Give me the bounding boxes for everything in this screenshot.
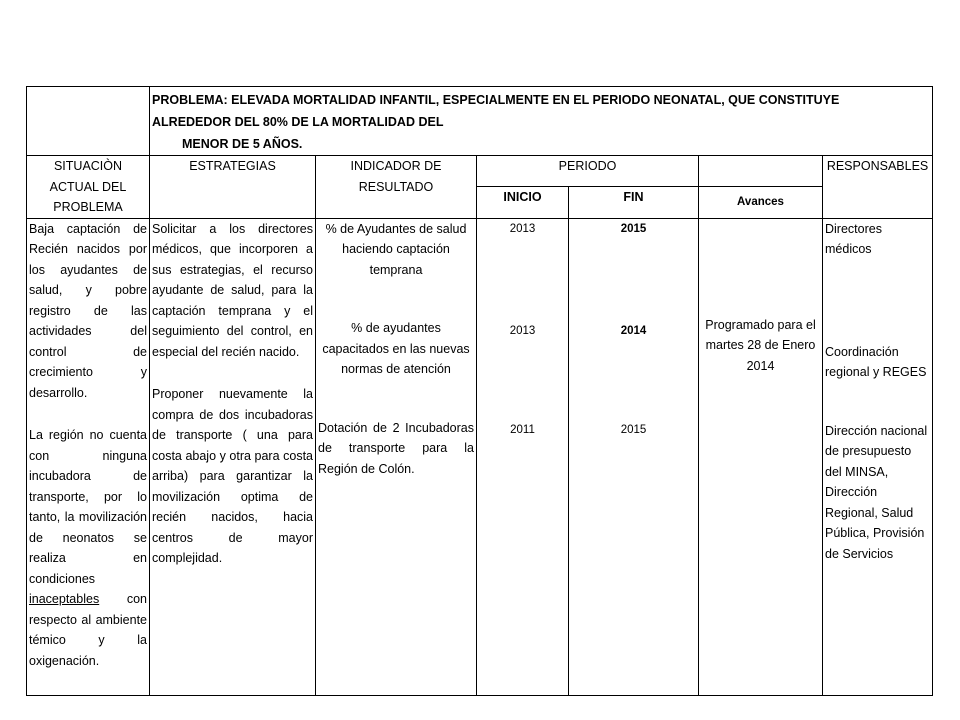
empty-corner-cell xyxy=(27,87,150,156)
header-fin: FIN xyxy=(569,187,699,218)
body-row xyxy=(27,218,933,695)
indicador-cell xyxy=(316,218,477,695)
fin-3: 2015 xyxy=(620,423,647,436)
header-avances: Avances xyxy=(699,187,823,218)
fin-cell xyxy=(569,218,699,695)
situacion-2-underlined: inaceptables xyxy=(29,592,100,606)
strategy-table xyxy=(26,86,933,696)
problem-line-2: ALREDEDOR DEL 80% DE LA MORTALIDAD DEL xyxy=(152,115,444,129)
avances-text: Programado para el martes 28 de Enero 2014 xyxy=(705,317,816,373)
situacion-2 xyxy=(29,425,147,671)
problem-row xyxy=(27,87,933,156)
situacion-2-part-b: con respecto al ambiente témico y la oxigenación. xyxy=(29,592,147,668)
header-inicio: INICIO xyxy=(477,187,569,218)
inicio-cell xyxy=(477,218,569,695)
indicador-1: % de Ayudantes de salud haciendo captación temprana xyxy=(325,221,467,277)
inicio-3: 2011 xyxy=(510,423,535,436)
inicio-1: 2013 xyxy=(509,222,536,235)
problem-line-1: PROBLEMA: ELEVADA MORTALIDAD INFANTIL, ESPECIALMENTE EN EL PERIODO NEONATAL, QUE CONSTITUYE xyxy=(152,93,840,107)
situacion-2-part-a: La región no cuenta con ninguna incubadora de transporte, por lo tanto, la movilización de neonatos se realiza en condiciones xyxy=(29,428,147,586)
indicador-2: % de ayudantes capacitados en las nuevas normas de atención xyxy=(322,321,470,376)
avances-cell xyxy=(699,218,823,695)
indicador-3: Dotación de 2 Incubadoras de transporte para la Región de Colón. xyxy=(318,420,474,476)
header-situacion: SITUACIÒN ACTUAL DEL PROBLEMA xyxy=(27,156,150,219)
fin-1: 2015 xyxy=(620,222,647,235)
responsable-2: Coordinación regional y REGES xyxy=(825,344,927,379)
header-periodo: PERIODO xyxy=(477,156,699,187)
problem-line-3: MENOR DE 5 AÑOS. xyxy=(182,137,303,151)
responsables-cell xyxy=(823,218,933,695)
header-indicador: INDICADOR DE RESULTADO xyxy=(316,156,477,219)
estrategias-cell xyxy=(150,218,316,695)
header-row-1 xyxy=(27,156,933,187)
responsable-1: Directores médicos xyxy=(825,221,882,256)
situacion-cell xyxy=(27,218,150,695)
inicio-2: 2013 xyxy=(509,325,536,337)
responsable-3: Dirección nacional de presupuesto del MINSA, Dirección Regional, Salud Pública, Provisión de Servicios xyxy=(825,423,928,561)
header-empty-cell xyxy=(699,156,823,187)
fin-2: 2014 xyxy=(620,325,647,337)
estrategia-2: Proponer nuevamente la compra de dos incubadoras de transporte ( una para costa abajo y otra para costa arriba) para garantizar la movilización optima de recién nacidos, hacia centros de mayor complejidad. xyxy=(152,387,313,565)
header-estrategias: ESTRATEGIAS xyxy=(150,156,316,219)
header-responsables: RESPONSABLES xyxy=(823,156,933,219)
situacion-1: Baja captación de Recién nacidos por los ayudantes de salud, y pobre registro de las actividades del control de crecimiento y desarrollo. xyxy=(29,221,147,400)
estrategia-1: Solicitar a los directores médicos, que incorporen a sus estrategias, el recurso ayudante de salud, para la captación temprana y el seguimiento del control, en especial del recién nacido. xyxy=(152,221,313,359)
problem-statement xyxy=(150,87,933,156)
